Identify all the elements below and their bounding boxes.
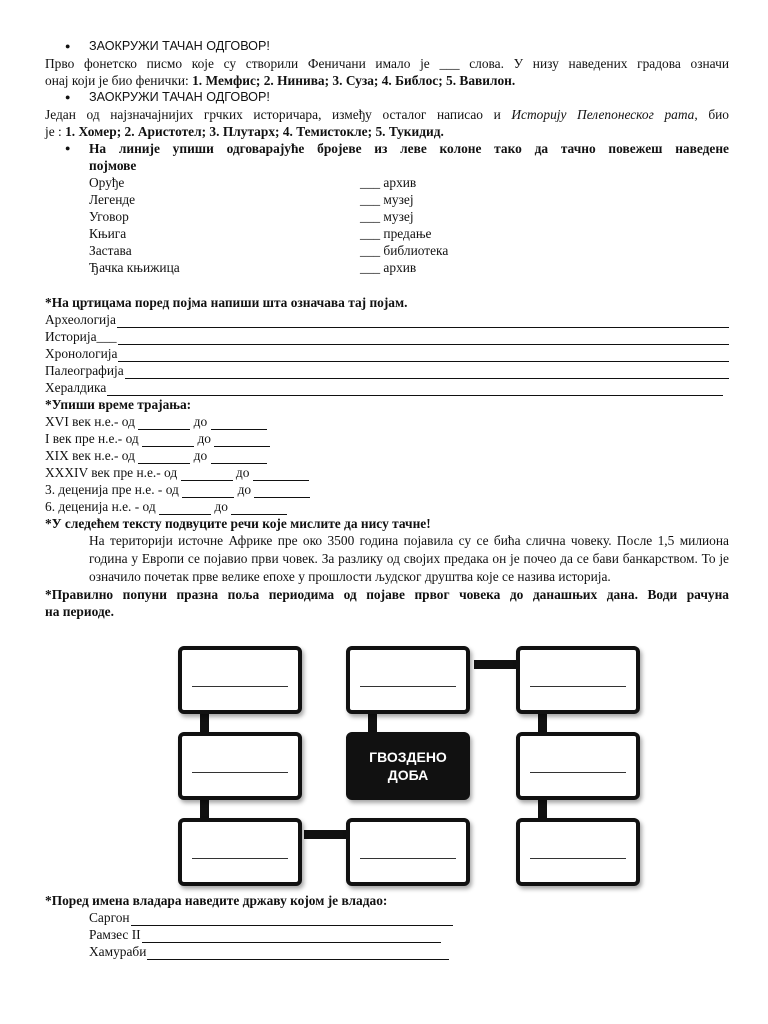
from-blank[interactable] <box>138 451 190 464</box>
match-left-item: Оруђе <box>89 175 125 190</box>
q8-heading: *Поред имена владара наведите државу којом је владао: <box>45 893 388 908</box>
match-left-item: Уговор <box>89 209 129 224</box>
term-label: Хронологија <box>45 346 118 361</box>
q1-text-plain: онај који је био фенички: <box>45 73 193 88</box>
duration-label: XIX век н.е.- од <box>45 448 135 463</box>
term-line[interactable] <box>45 345 729 362</box>
rulers-list <box>89 909 729 960</box>
duration-row <box>45 481 729 498</box>
answer-line[interactable] <box>125 365 729 379</box>
answer-line[interactable] <box>131 912 453 926</box>
q2-text-a: Један од најзначајнијих грчких историчара, између осталог написао и <box>45 107 512 122</box>
duration-row <box>45 498 729 515</box>
term-line[interactable] <box>45 362 729 379</box>
q5-heading: *Упиши време трајања: <box>45 397 192 412</box>
ruler-line[interactable] <box>89 909 453 926</box>
ruler-name: Рамзес II <box>89 927 141 942</box>
period-box[interactable] <box>516 646 640 714</box>
duration-to: до <box>197 431 211 446</box>
match-right-item[interactable]: ___ музеј <box>360 192 414 207</box>
answer-line[interactable] <box>117 314 729 328</box>
term-line[interactable] <box>45 328 729 345</box>
period-box[interactable] <box>178 732 302 800</box>
match-row <box>89 242 729 259</box>
period-blank[interactable] <box>192 858 288 859</box>
duration-row <box>45 447 729 464</box>
q2-options: 1. Хомер; 2. Аристотел; 3. Плутарх; 4. Темистокле; 5. Тукидид. <box>65 124 444 139</box>
term-label: Историја___ <box>45 329 117 344</box>
periods-diagram <box>178 646 644 890</box>
answer-line[interactable] <box>142 929 441 943</box>
q6-paragraph[interactable]: На територији источне Африке пре око 3500 година појавила су се бића слична човеку. После 1,5 милиона година у Европи се појавио први човек. За разлику од својих предака он је почео да се бави банкарством. То је означило почетак прве велике епохе у прошлости људског друштва које се назива историја. <box>89 533 729 584</box>
duration-to: до <box>235 465 250 480</box>
worksheet-page <box>45 38 729 620</box>
match-left-item: Легенде <box>89 192 136 207</box>
to-blank[interactable] <box>211 451 267 464</box>
to-blank[interactable] <box>231 502 287 515</box>
q2-text-line1 <box>45 106 729 123</box>
match-row <box>89 174 729 191</box>
q1-text-line1: Прво фонетско писмо које су створили Феничани имало је ___ слова. У низу наведених градова означи <box>45 56 729 71</box>
duration-to: до <box>193 448 208 463</box>
duration-row <box>45 464 729 481</box>
duration-label: XXXIV век пре н.е.- од <box>45 465 178 480</box>
period-blank[interactable] <box>192 686 288 687</box>
q2-text-b: , био <box>694 107 730 122</box>
from-blank[interactable] <box>181 468 233 481</box>
q1-text-line2 <box>45 72 729 89</box>
iron-age-label <box>369 748 447 784</box>
q3-instruction-line2: појмове <box>89 158 137 173</box>
q1-options: 1. Мемфис; 2. Нинива; 3. Суза; 4. Библос; 5. Вавилон. <box>192 73 516 88</box>
iron-age-box <box>346 732 470 800</box>
match-left-item: Књига <box>89 226 127 241</box>
ruler-name: Хамураби <box>89 944 147 959</box>
q2-heading: ● ЗАОКРУЖИ ТАЧАН ОДГОВОР! <box>45 89 729 106</box>
period-box[interactable] <box>516 732 640 800</box>
from-blank[interactable] <box>159 502 211 515</box>
answer-line[interactable] <box>118 348 729 362</box>
match-right-item[interactable]: ___ предање <box>360 226 432 241</box>
q2-text-plain: је : <box>45 124 66 139</box>
duration-row <box>45 430 729 447</box>
q7-heading-line1: *Правилно попуни празна поља периодима од појаве првог човека до данашњих дана. Води рачуна <box>45 587 729 602</box>
ruler-name: Саргон <box>89 910 130 925</box>
duration-row <box>45 413 729 430</box>
q2-book-title: Историју Пелепонеског рата <box>511 107 695 122</box>
ruler-line[interactable] <box>89 926 441 943</box>
from-blank[interactable] <box>142 434 194 447</box>
period-box[interactable] <box>178 646 302 714</box>
term-label: Хералдика <box>45 380 107 395</box>
duration-to: до <box>193 414 208 429</box>
match-right-item[interactable]: ___ архив <box>360 260 417 275</box>
period-blank[interactable] <box>530 772 626 773</box>
matching-list <box>89 174 729 276</box>
period-box[interactable] <box>346 818 470 886</box>
duration-label: XVI век н.е.- од <box>45 414 135 429</box>
connector <box>304 830 348 839</box>
connector <box>368 712 377 734</box>
connector <box>474 660 518 669</box>
period-blank[interactable] <box>360 686 456 687</box>
match-left-item: Застава <box>89 243 132 258</box>
connector <box>538 798 547 820</box>
period-blank[interactable] <box>530 686 626 687</box>
term-line[interactable] <box>45 379 723 396</box>
from-blank[interactable] <box>182 485 234 498</box>
term-label: Палеографија <box>45 363 124 378</box>
period-box[interactable] <box>346 646 470 714</box>
match-row <box>89 259 729 276</box>
q2-text-line2 <box>45 123 729 140</box>
period-box[interactable] <box>516 818 640 886</box>
term-line[interactable] <box>45 311 729 328</box>
q4-heading: *На цртицама поред појма напиши шта означава тај појам. <box>45 295 408 310</box>
q1-heading: ● ЗАОКРУЖИ ТАЧАН ОДГОВОР! <box>45 38 729 55</box>
ruler-line[interactable] <box>89 943 449 960</box>
duration-label: I век пре н.е.- од <box>45 431 139 446</box>
q7-heading-line2: на периоде. <box>45 604 114 619</box>
from-blank[interactable] <box>138 417 190 430</box>
duration-label: 6. деценија н.е. - од <box>45 499 156 514</box>
duration-label: 3. деценија пре н.е. - од <box>45 482 179 497</box>
duration-to: до <box>214 499 228 514</box>
period-blank[interactable] <box>360 858 456 859</box>
connector <box>200 798 209 820</box>
match-left-item: Ђачка књижица <box>89 260 180 275</box>
connector <box>538 712 547 734</box>
match-right-item[interactable]: ___ музеј <box>360 209 414 224</box>
match-right-item[interactable]: ___ библиотека <box>360 243 449 258</box>
to-blank[interactable] <box>254 485 310 498</box>
spacer <box>45 276 729 294</box>
term-label: Археологија <box>45 312 116 327</box>
period-blank[interactable] <box>192 772 288 773</box>
match-row <box>89 191 729 208</box>
q6-heading: *У следећем тексту подвуците речи које мислите да нису тачне! <box>45 516 431 531</box>
match-row <box>89 208 729 225</box>
to-blank[interactable] <box>253 468 309 481</box>
iron-age-label-line1: ГВОЗДЕНО <box>369 749 447 765</box>
answer-line[interactable] <box>107 382 723 396</box>
duration-to: до <box>237 482 252 497</box>
period-blank[interactable] <box>530 858 626 859</box>
period-box[interactable] <box>178 818 302 886</box>
match-row <box>89 225 729 242</box>
to-blank[interactable] <box>214 434 270 447</box>
q8-section <box>45 892 729 960</box>
answer-line[interactable] <box>147 946 449 960</box>
iron-age-label-line2: ДОБА <box>387 767 429 783</box>
to-blank[interactable] <box>211 417 267 430</box>
answer-line[interactable] <box>118 331 729 345</box>
match-right-item[interactable]: ___ архив <box>360 175 417 190</box>
connector <box>200 712 209 734</box>
q3-instruction-line1: ● На линије упиши одговарајуће бројеве из леве колоне тако да тачно повежеш наведене <box>45 140 729 157</box>
